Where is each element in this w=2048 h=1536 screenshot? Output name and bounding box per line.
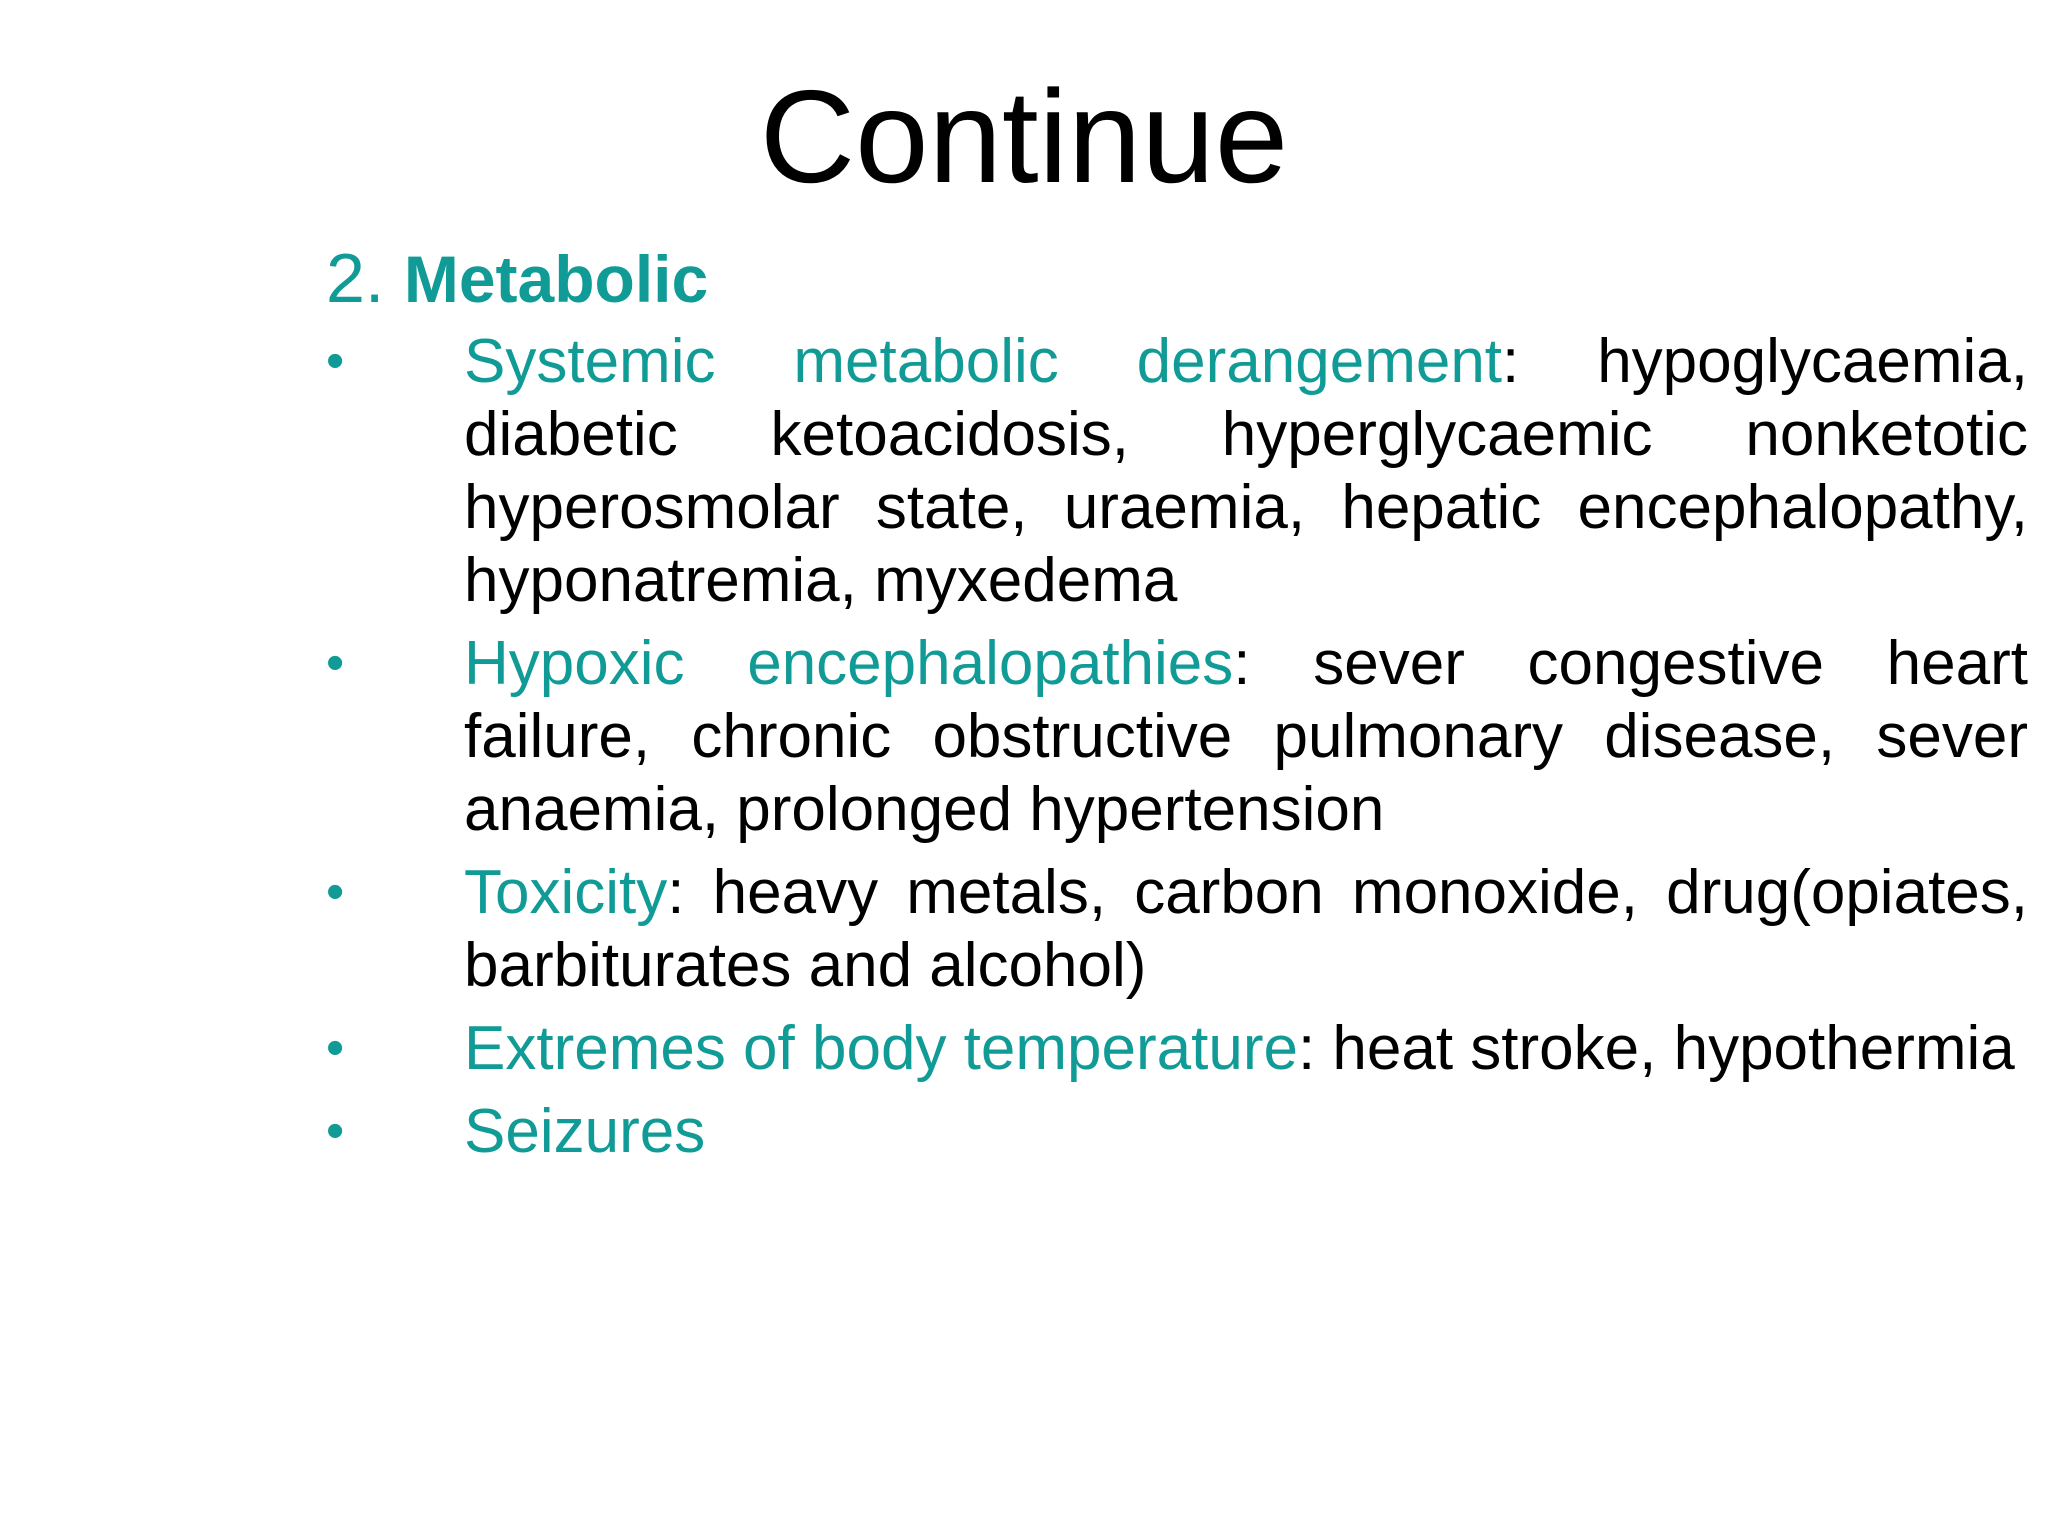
item-term: Seizures	[464, 1097, 706, 1166]
list-item	[326, 1012, 2028, 1085]
slide-title: Continue	[759, 63, 1289, 210]
bullet-icon: •	[326, 634, 345, 692]
section-label: Metabolic	[403, 242, 709, 316]
item-separator: :	[1233, 629, 1251, 698]
item-text: heavy metals, carbon monoxide, drug(opiates, barbiturates and alcohol)	[464, 858, 2028, 1000]
list-item	[326, 1095, 2028, 1168]
item-text: sever congestive heart failure, chronic obstructive pulmonary disease, sever anaemia, prolonged hypertension	[464, 629, 2028, 844]
item-separator: :	[1297, 1014, 1316, 1083]
item-term: Systemic metabolic derangement	[464, 327, 1503, 396]
slide-content	[326, 236, 2026, 1178]
section-number: 2.	[326, 239, 385, 317]
bullet-icon: •	[326, 332, 345, 390]
item-term: Hypoxic encephalopathies	[464, 629, 1234, 698]
item-separator: :	[1502, 327, 1520, 396]
list-item	[326, 627, 2028, 846]
item-separator: :	[667, 858, 685, 927]
bullet-icon: •	[326, 1019, 345, 1077]
bullet-list	[326, 325, 2026, 1168]
item-text: hypoglycaemia, diabetic ketoacidosis, hyperglycaemic nonketotic hyperosmolar state, uraemia, hepatic encephalopathy, hyponatremia, myxedema	[464, 327, 2028, 615]
item-text: heat stroke, hypothermia	[1315, 1014, 2015, 1083]
list-item	[326, 856, 2028, 1002]
item-term: Extremes of body temperature	[464, 1014, 1298, 1083]
item-term: Toxicity	[464, 858, 668, 927]
bullet-icon: •	[326, 863, 345, 921]
bullet-icon: •	[326, 1102, 345, 1160]
section-heading	[326, 236, 2026, 321]
list-item	[326, 325, 2028, 617]
